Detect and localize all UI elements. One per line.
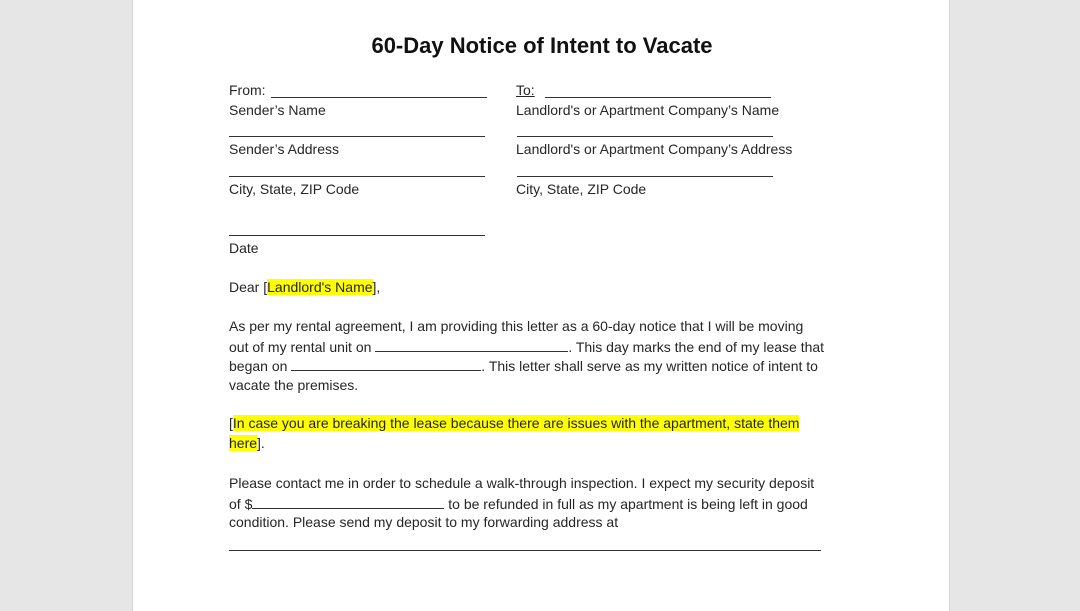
to-label: To: xyxy=(516,82,535,98)
para2-open-bracket: [ xyxy=(229,415,233,431)
landlord-city-line[interactable] xyxy=(517,176,773,177)
para3-line2 xyxy=(229,494,808,514)
para2-line1 xyxy=(229,414,799,433)
from-label: From: xyxy=(229,82,266,98)
para1-line2 xyxy=(229,337,824,357)
document-page xyxy=(132,0,950,611)
sender-name-label: Sender’s Name xyxy=(229,102,326,118)
para1-line2-start: out of my rental unit on xyxy=(229,339,372,355)
para3-line1: Please contact me in order to schedule a walk-through inspection. I expect my security deposit xyxy=(229,475,815,491)
sender-address-line[interactable] xyxy=(229,136,485,137)
para2-close-bracket: ]. xyxy=(257,435,265,451)
document-title: 60-Day Notice of Intent to Vacate xyxy=(371,33,713,58)
landlord-name-line[interactable] xyxy=(545,97,771,98)
sender-city-line[interactable] xyxy=(229,176,485,177)
salutation-suffix: ], xyxy=(372,279,381,295)
para3-line3: condition. Please send my deposit to my forwarding address at xyxy=(229,514,619,530)
landlord-address-label: Landlord's or Apartment Company’s Address xyxy=(516,141,793,157)
issues-placeholder-line1: In case you are breaking the lease because there are issues with the apartment, state them xyxy=(232,415,800,431)
para1-line2-end: . This day marks the end of my lease that xyxy=(568,339,825,355)
para1-line4: vacate the premises. xyxy=(229,377,359,393)
para1-line1: As per my rental agreement, I am providing this letter as a 60-day notice that I will be moving xyxy=(229,318,804,334)
landlord-city-label: City, State, ZIP Code xyxy=(516,181,647,197)
para1-line3-end: . This letter shall serve as my written notice of intent to xyxy=(481,358,818,374)
lease-start-date-blank[interactable] xyxy=(291,356,481,371)
sender-name-line[interactable] xyxy=(271,97,487,98)
para1-line3 xyxy=(229,356,818,376)
salutation-prefix: Dear [ xyxy=(229,279,268,295)
landlord-name-placeholder: Landlord's Name xyxy=(267,279,373,295)
deposit-amount-blank[interactable] xyxy=(252,494,444,509)
para3-line2-end: to be refunded in full as my apartment is being left in good xyxy=(448,496,808,512)
date-label: Date xyxy=(229,240,259,256)
issues-placeholder-line2: here xyxy=(229,435,258,451)
forwarding-address-line[interactable] xyxy=(229,550,821,551)
landlord-address-line[interactable] xyxy=(517,136,773,137)
landlord-name-label: Landlord's or Apartment Company’s Name xyxy=(516,102,780,118)
sender-city-label: City, State, ZIP Code xyxy=(229,181,360,197)
move-out-date-blank[interactable] xyxy=(375,337,568,352)
para2-line2 xyxy=(229,434,265,453)
sender-address-label: Sender’s Address xyxy=(229,141,339,157)
salutation xyxy=(229,278,380,297)
date-line[interactable] xyxy=(229,235,485,236)
para3-line2-start: of $ xyxy=(229,496,253,512)
para1-line3-start: began on xyxy=(229,358,288,374)
